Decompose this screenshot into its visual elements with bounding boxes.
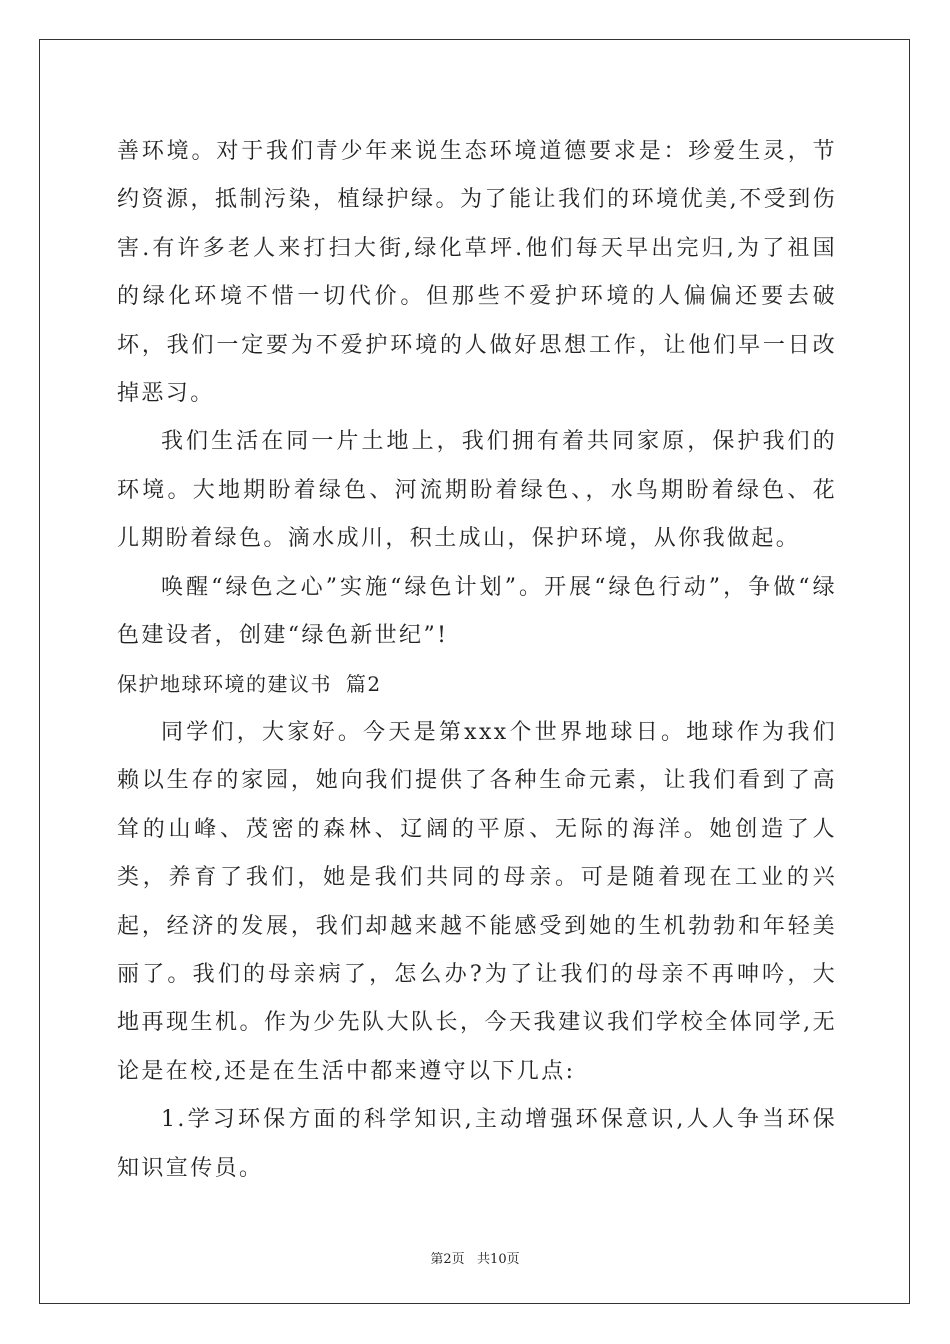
- page-number-footer: 第2页 共10页: [430, 1252, 520, 1267]
- document-body: [117, 128, 837, 1193]
- paragraph: 我们生活在同一片土地上，我们拥有着共同家原，保护我们的环境。大地期盼着绿色、河流期盼着绿色、，水鸟期盼着绿色、花儿期盼着绿色。滴水成川，积土成山，保护环境，从你我做起。: [117, 429, 837, 552]
- paragraph: 1.学习环保方面的科学知识,主动增强环保意识,人人争当环保知识宣传员。: [117, 1107, 837, 1181]
- paragraph: 同学们，大家好。今天是第xxx个世界地球日。地球作为我们赖以生存的家园，她向我们提供了各种生命元素，让我们看到了高耸的山峰、茂密的森林、辽阔的平原、无际的海洋。她创造了人类，养育了我们，她是我们共同的母亲。可是随着现在工业的兴起，经济的发展，我们却越来越不能感受到她的生机勃勃和年轻美丽了。我们的母亲病了，怎么办?为了让我们的母亲不再呻吟，大地再现生机。作为少先队大队长，今天我建议我们学校全体同学,无论是在校,还是在生活中都来遵守以下几点:: [117, 719, 837, 1084]
- paragraph: 唤醒“绿色之心”实施“绿色计划”。开展“绿色行动”，争做“绿色建设者，创建“绿色新世纪”!: [117, 574, 837, 649]
- section-heading: 保护地球环境的建议书 篇2: [117, 672, 382, 697]
- paragraph: 善环境。对于我们青少年来说生态环境道德要求是：珍爱生灵，节约资源，抵制污染，植绿护绿。为了能让我们的环境优美,不受到伤害.有许多老人来打扫大街,绿化草坪.他们每天早出完归,为了祖国的绿化环境不惜一切代价。但那些不爱护环境的人偏偏还要去破坏，我们一定要为不爱护环境的人做好思想工作，让他们早一日改掉恶习。: [117, 139, 837, 407]
